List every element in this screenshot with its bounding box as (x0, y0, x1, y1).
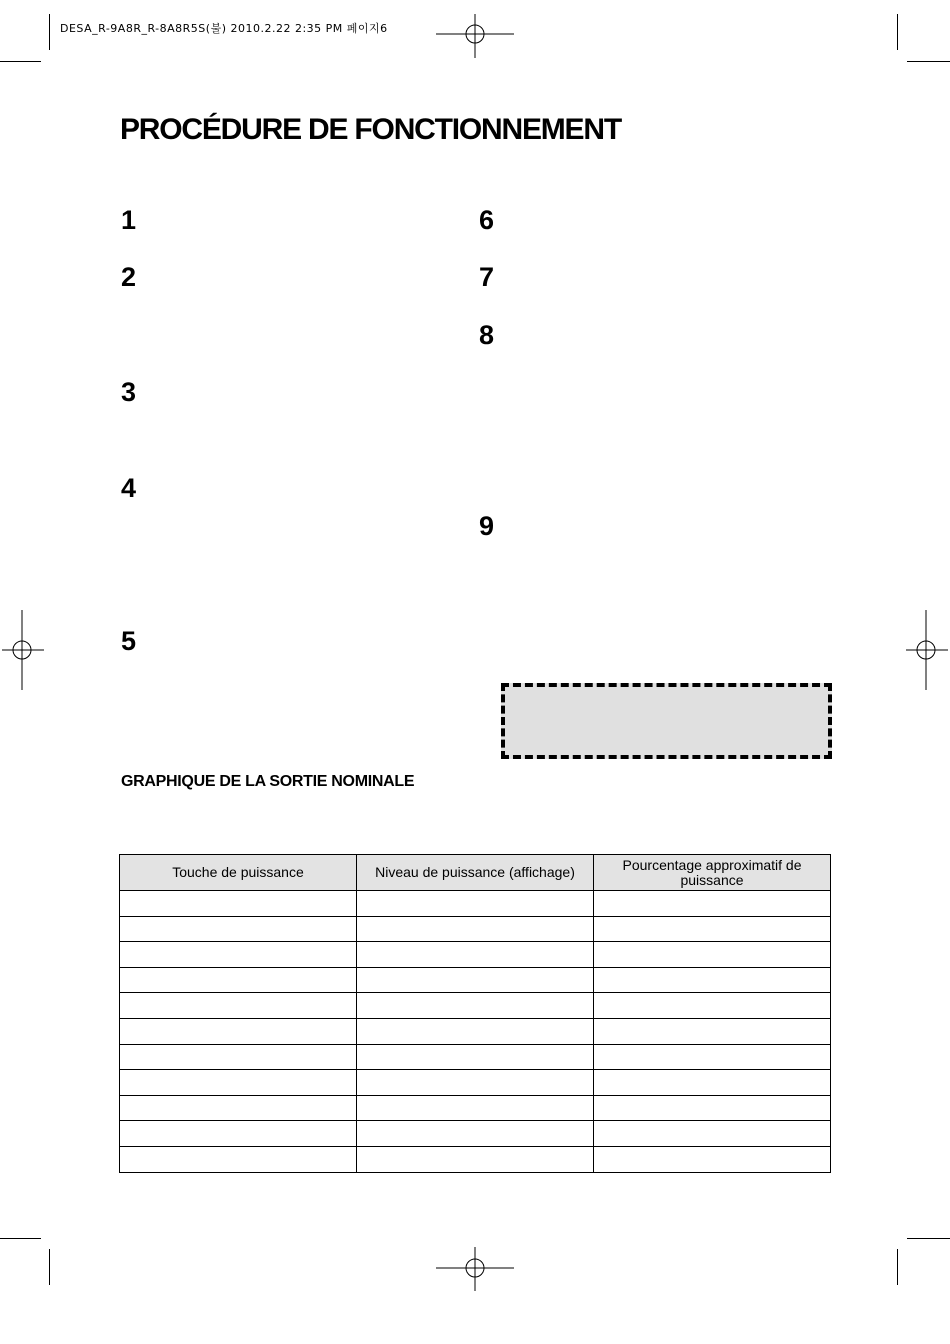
print-slug: DESA_R-9A8R_R-8A8R5S(불) 2010.2.22 2:35 PM 페이지6 (60, 22, 388, 35)
column-header: Niveau de puissance (affichage) (357, 855, 594, 891)
table-cell (120, 916, 357, 942)
table-cell (594, 993, 831, 1019)
registration-target-left-icon (2, 610, 44, 690)
crop-mark-top-right-v (897, 14, 898, 50)
table-cell (120, 891, 357, 917)
step-number: 8 (479, 320, 495, 350)
table-cell (120, 942, 357, 968)
table-row (120, 1146, 831, 1172)
table-cell (120, 993, 357, 1019)
table-cell (594, 1146, 831, 1172)
table-cell (357, 1146, 594, 1172)
table-cell (120, 1044, 357, 1070)
crop-mark-bottom-left-v (49, 1249, 50, 1285)
table-cell (120, 1146, 357, 1172)
table-cell (357, 916, 594, 942)
table-cell (357, 993, 594, 1019)
table-row (120, 891, 831, 917)
table-cell (120, 1121, 357, 1147)
registration-target-top-icon (436, 14, 514, 58)
note-box (501, 683, 832, 759)
step-number: 4 (121, 473, 137, 503)
table-cell (357, 1121, 594, 1147)
crop-mark-top-left-h (0, 61, 41, 62)
column-header: Touche de puissance (120, 855, 357, 891)
table-cell (594, 1070, 831, 1096)
step-number: 9 (479, 511, 495, 541)
table-row (120, 967, 831, 993)
table-cell (594, 1018, 831, 1044)
power-output-table (119, 854, 831, 1173)
table-row (120, 1044, 831, 1070)
table-cell (357, 891, 594, 917)
table-cell (594, 1044, 831, 1070)
crop-mark-top-right-h (907, 61, 950, 62)
table-cell (120, 1018, 357, 1044)
table-cell (120, 1095, 357, 1121)
crop-mark-bottom-right-h (907, 1238, 950, 1239)
table-cell (594, 967, 831, 993)
table-cell (120, 1070, 357, 1096)
step-number: 5 (121, 626, 137, 656)
section-heading: GRAPHIQUE DE LA SORTIE NOMINALE (121, 773, 415, 790)
table-cell (357, 967, 594, 993)
table-row (120, 942, 831, 968)
table-row (120, 1070, 831, 1096)
table-cell (594, 891, 831, 917)
table-row (120, 1095, 831, 1121)
page-title: PROCÉDURE DE FONCTIONNEMENT (120, 113, 621, 146)
step-number: 2 (121, 262, 137, 292)
step-number: 3 (121, 377, 137, 407)
table-cell (357, 1044, 594, 1070)
crop-mark-bottom-right-v (897, 1249, 898, 1285)
table-row (120, 916, 831, 942)
table-row (120, 993, 831, 1019)
table-cell (120, 967, 357, 993)
step-number: 7 (479, 262, 495, 292)
table-cell (357, 1095, 594, 1121)
table-row (120, 1018, 831, 1044)
table-cell (594, 1121, 831, 1147)
step-number: 6 (479, 205, 495, 235)
crop-mark-bottom-left-h (0, 1238, 41, 1239)
column-header: Pourcentage approximatif de puissance (594, 855, 831, 891)
table-row (120, 1121, 831, 1147)
crop-mark-top-left-v (49, 14, 50, 50)
registration-target-bottom-icon (436, 1247, 514, 1291)
registration-target-right-icon (906, 610, 948, 690)
table-cell (594, 1095, 831, 1121)
table-cell (594, 916, 831, 942)
table-cell (357, 1018, 594, 1044)
table-cell (594, 942, 831, 968)
step-number: 1 (121, 205, 137, 235)
table-cell (357, 942, 594, 968)
table-header-row (120, 855, 831, 891)
table-cell (357, 1070, 594, 1096)
